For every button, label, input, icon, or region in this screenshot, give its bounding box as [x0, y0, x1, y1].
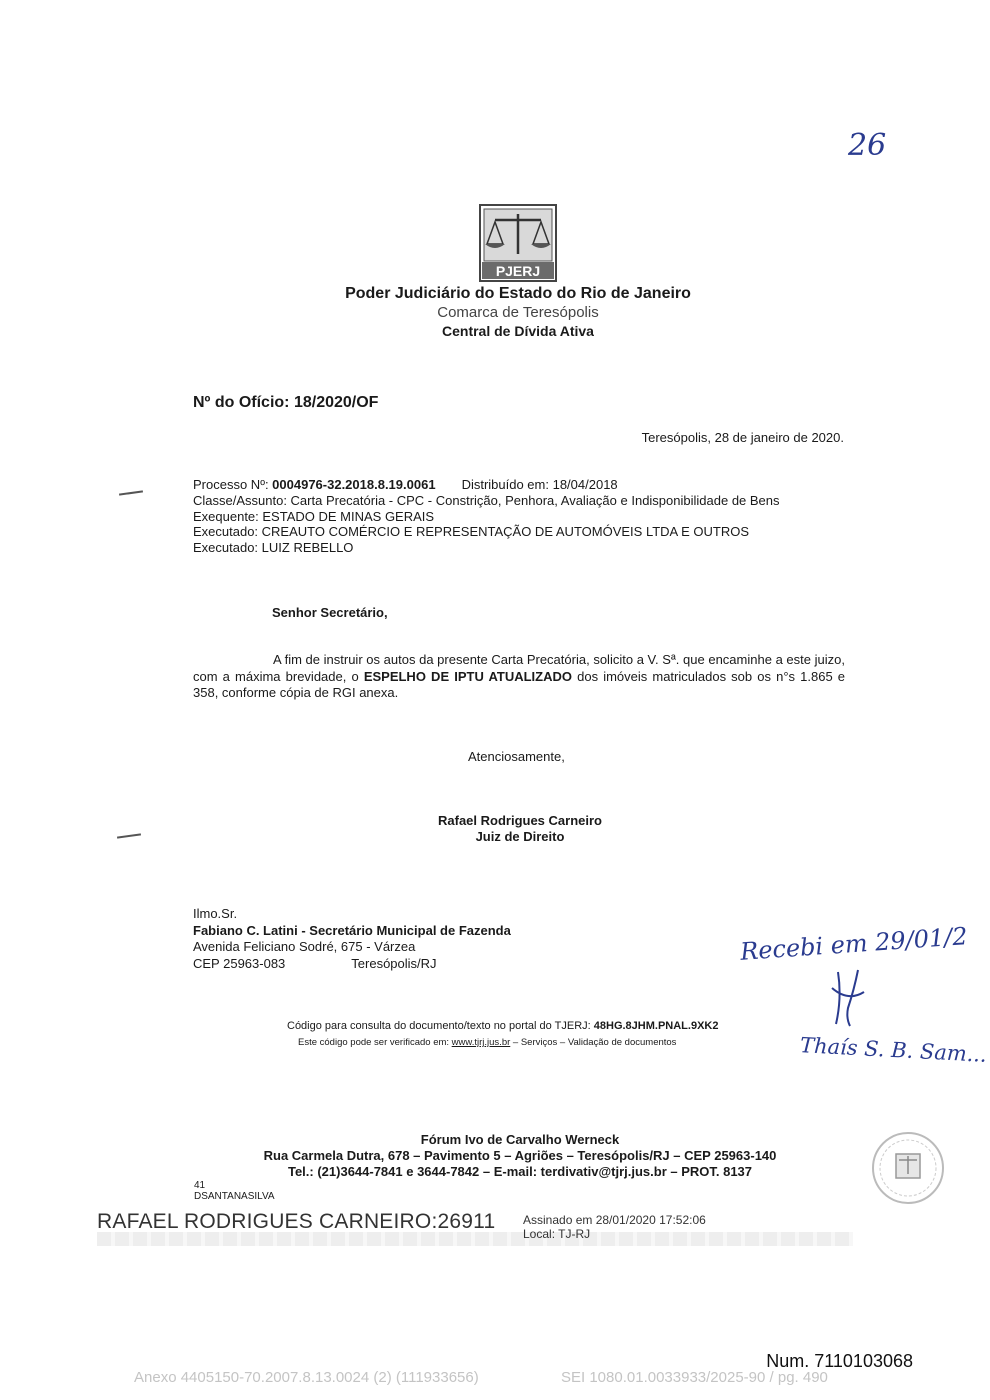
margin-mark: [117, 833, 141, 838]
verification-note: Este código pode ser verificado em: www.tjrj.jus.br – Serviços – Validação de documentos: [298, 1037, 677, 1048]
footer-user: DSANTANASILVA: [194, 1191, 275, 1202]
signer-name: Rafael Rodrigues Carneiro: [438, 813, 602, 828]
footer-block: [0, 1132, 990, 1180]
recipient-street: Avenida Feliciano Sodré, 675 - Várzea: [193, 939, 416, 954]
process-defendant-1: Executado: CREAUTO COMÉRCIO E REPRESENTAÇÃO DE AUTOMÓVEIS LTDA E OUTROS: [193, 524, 749, 540]
signature-watermark: [97, 1232, 853, 1246]
process-number-line: Processo Nº: 0004976-32.2018.8.19.0061 Distribuído em: 18/04/2018: [193, 477, 618, 492]
signer-title: Juiz de Direito: [475, 829, 565, 844]
process-plaintiff: Exequente: ESTADO DE MINAS GERAIS: [193, 508, 435, 524]
recipient-city-line: CEP 25963-083 Teresópolis/RJ: [193, 955, 437, 971]
greeting: Senhor Secretário,: [272, 605, 388, 620]
recipient-name: Fabiano C. Latini - Secretário Municipal de Fazenda: [193, 922, 511, 938]
stamp-seal: [870, 1130, 946, 1206]
distribution-date: Distribuído em: 18/04/2018: [461, 477, 618, 492]
forum-address: Rua Carmela Dutra, 678 – Pavimento 5 – Agriões – Teresópolis/RJ – CEP 25963-140: [263, 1148, 777, 1163]
handwritten-page-number: 26: [848, 128, 887, 163]
date-line: Teresópolis, 28 de janeiro de 2020.: [641, 430, 844, 445]
department-name: Central de Dívida Ativa: [442, 323, 594, 339]
footer-code: 41: [194, 1180, 206, 1191]
digital-signature-meta: [523, 1213, 706, 1241]
forum-name: Fórum Ivo de Carvalho Werneck: [420, 1132, 620, 1147]
sei-reference: SEI 1080.01.0033933/2025-90 / pg. 490: [561, 1369, 828, 1386]
court-name: Poder Judiciário do Estado do Rio de Janeiro: [345, 285, 691, 302]
body-emphasis: ESPELHO DE IPTU ATUALIZADO: [363, 668, 572, 684]
process-class: Classe/Assunto: Carta Precatória - CPC - Constrição, Penhora, Avaliação e Indisponibilidade de Bens: [193, 492, 780, 508]
recipient-block: [193, 906, 511, 972]
process-info: [193, 477, 853, 556]
signer-block: [410, 813, 630, 845]
handwritten-receipt: Recebi em 29/01/2: [739, 922, 969, 966]
forum-contact: Tel.: (21)3644-7841 e 3644-7842 – E-mail: terdivativ@tjrj.jus.br – PROT. 8137: [287, 1164, 753, 1179]
comarca-name: Comarca de Teresópolis: [437, 304, 599, 321]
oficio-number: Nº do Ofício: 18/2020/OF: [193, 394, 379, 411]
annex-reference: Anexo 4405150-70.2007.8.13.0024 (2) (111933656): [134, 1369, 479, 1386]
svg-text:PJERJ: PJERJ: [495, 263, 541, 279]
document-number: Num. 7110103068: [766, 1351, 913, 1371]
signature-local: Local: TJ-RJ: [523, 1227, 591, 1241]
letter-body: A fim de instruir os autos da presente Carta Precatória, solicito a V. Sª. que encaminhe a este juizo, com a máxima brevidade, o ESPELHO DE IPTU ATUALIZADO dos imóveis matriculados sob os n°s 1.865 e 358, conforme cópia de RGI anexa.: [193, 652, 846, 700]
pjerj-logo: [479, 204, 557, 282]
process-defendant-2: Executado: LUIZ REBELLO: [193, 540, 354, 556]
verification-line: Código para consulta do documento/texto no portal do TJERJ: 48HG.8JHM.PNAL.9XK2: [287, 1020, 719, 1032]
handwritten-initials: [828, 968, 868, 1028]
digital-signature-name: RAFAEL RODRIGUES CARNEIRO:26911: [97, 1210, 496, 1233]
closing: Atenciosamente,: [468, 749, 565, 764]
verification-code: 48HG.8JHM.PNAL.9XK2: [593, 1020, 719, 1032]
process-number: 0004976-32.2018.8.19.0061: [272, 477, 436, 492]
portal-link[interactable]: www.tjrj.jus.br: [451, 1037, 511, 1048]
handwritten-name: Thaís S. B. Sam...: [799, 1033, 988, 1067]
recipient-salutation: Ilmo.Sr.: [193, 906, 238, 921]
margin-mark: [119, 490, 143, 495]
signature-date: Assinado em 28/01/2020 17:52:06: [523, 1213, 706, 1227]
